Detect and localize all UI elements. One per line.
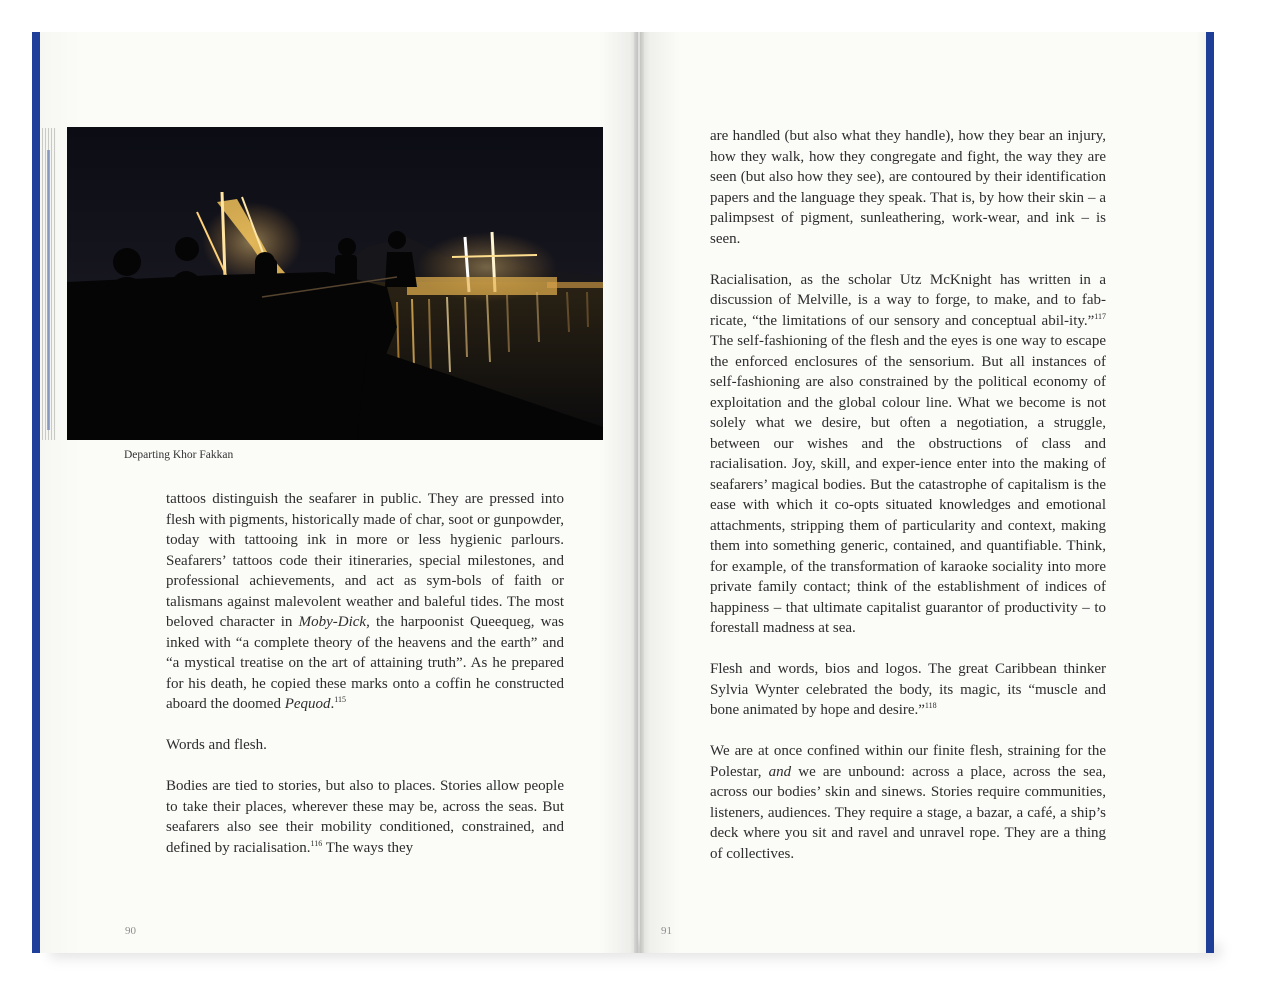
text-run: Bodies are tied to stories, but also to places. Stories allow people to take their places, wherever these may be, across the seas. But seafarers also see their mobility conditioned, constrained, and defined by racialisation.: [166, 778, 564, 856]
text-run: Racialisation, as the scholar Utz McKnight has written in a discussion of Melville, is a way to forge, to make, and to fab-ricate, “the limitations of our sensory and conceptual abil-ity.”: [710, 271, 1106, 329]
text-run: we are unbound: across a place, across the sea, across our bodies’ skin and sinews. Stories require communities, listeners, audiences. They require a stage, a bazar, a café, a ship’s deck where you sit and ravel and unravel rope. They are a thing of collectives.: [710, 763, 1106, 862]
page-number-left: 90: [125, 925, 136, 937]
footnote-ref-115: 115: [334, 695, 346, 704]
left-paragraph-1: [166, 489, 564, 715]
right-paragraph-4: [710, 741, 1106, 864]
book-cover-edge-left: [32, 32, 40, 953]
text-run: , the harpoonist Queequeg, was inked with “a complete theory of the heavens and the earth” and “a mystical treatise on the art of attaining truth”. As he prepared for his death, he copied these marks onto a coffin he constructed aboard the doomed: [166, 614, 564, 712]
page-edge-tint: [47, 150, 50, 430]
text-run: We are at once confined within our finite flesh, straining for the Polestar,: [710, 743, 1106, 780]
text-run: The self-fashioning of the flesh and the eyes is one way to escape the enforced enclosures of the sensorium. But all instances of self-fashioning are also constrained by the political economy of exploitation and the global colour line. What we become is not solely what we desire, but often a negotiation, a struggle, between our wishes and the obstructions of class and racialisation. Joy, skill, and exper-ience enter into the making of seafarers’ magical bodies. But the catastrophe of capitalism is the ease with which it co-opts situated knowledges and emotional attachments, stripping them of particularity and context, making them into something generic, contained, and quantifiable. Think, for example, of the transformation of karaoke sociality into more private family contact; think of the establishment of indices of happiness – that ultimate capitalist guarantor of productivity – to forestall madness at sea.: [710, 333, 1106, 636]
text-run: The ways they: [322, 839, 414, 856]
text-run: .: [330, 696, 335, 712]
right-paragraph-2: [710, 270, 1106, 639]
text-run: tattoos distinguish the seafarer in public. They are pressed into flesh with pigments, historically made of char, soot or gunpowder, today with tattooing ink in more or less hygienic parlours. Seafarers’ tattoos code their itineraries, special milestones, and professional achievements, and act as sym-bols of faith or talismans against malevolent weather and baleful tides. The most beloved character in: [166, 491, 564, 630]
footnote-ref-117: 117: [1094, 311, 1106, 321]
emphasis-and: and: [768, 763, 792, 780]
footnote-ref-116: 116: [310, 838, 323, 848]
right-paragraph-3: [710, 659, 1106, 721]
footnote-ref-118: 118: [924, 701, 937, 710]
ship-name-pequod: Pequod: [284, 696, 331, 712]
right-page-text: [710, 126, 1106, 864]
book-title-moby-dick: Moby-Dick: [298, 614, 367, 630]
page-number-right: 91: [661, 925, 672, 937]
right-paragraph-1: are handled (but also what they handle), how they bear an injury, how they walk, how they congregate and fight, the way they are seen (but also how they see), are contoured by their identification papers and the language they speak. That is, by how their skin – a palimpsest of pigment, sunleathering, work-wear, and ink – is seen.: [710, 128, 1106, 247]
left-paragraph-3: [166, 776, 564, 858]
book-cover-edge-right: [1206, 32, 1214, 953]
book-gutter: [634, 32, 644, 953]
harbour-night-photo: [67, 127, 603, 440]
photo-caption: Departing Khor Fakkan: [124, 449, 234, 461]
text-run: Flesh and words, bios and logos. The great Caribbean thinker Sylvia Wynter celebrated the body, its magic, its “muscle and bone animated by hope and desire.”: [710, 661, 1106, 718]
left-paragraph-2: Words and flesh.: [166, 737, 267, 753]
left-page-text: [166, 489, 564, 858]
